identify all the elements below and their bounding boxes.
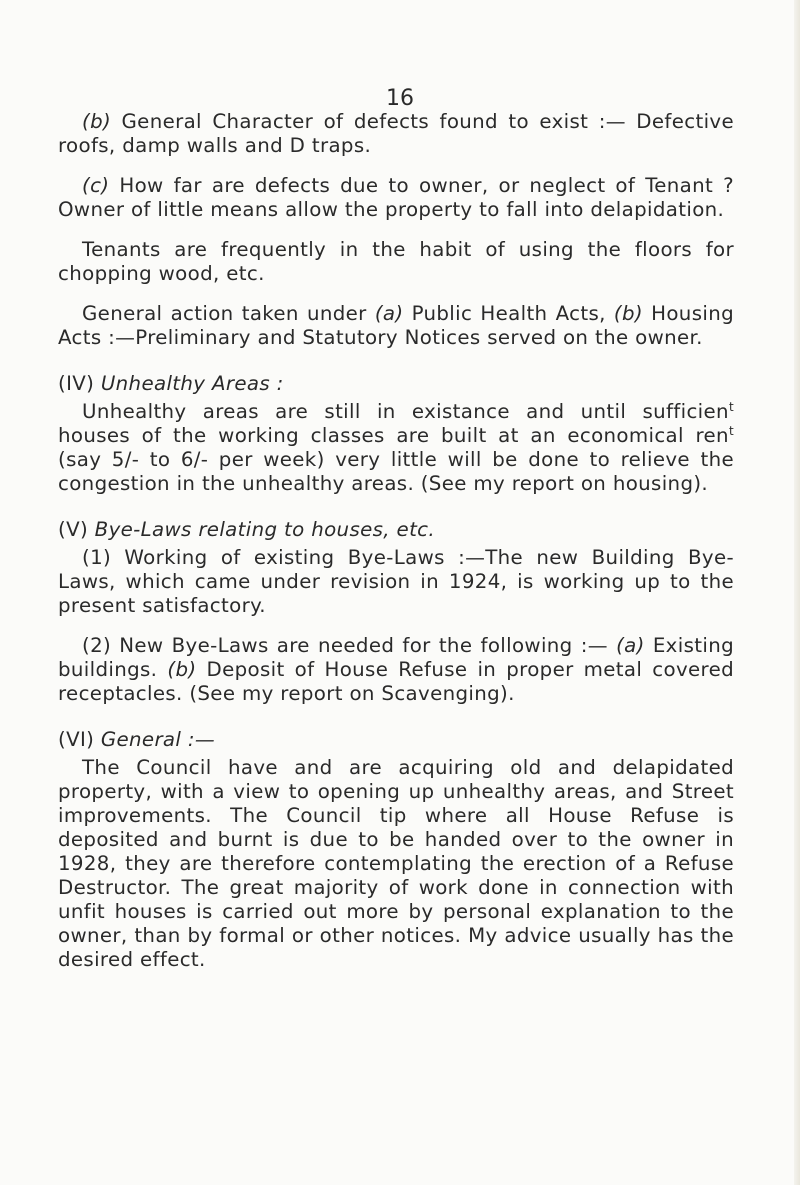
paragraph-general-action — [58, 302, 734, 350]
superscript-t-1: t — [728, 400, 734, 414]
section-title-vi: General :— — [100, 728, 216, 751]
paragraph-defects-cause — [58, 174, 734, 222]
page-number: 16 — [386, 86, 414, 111]
paragraph-general: The Council have and are acquiring old and delapidated property, with a view to opening up unhealthy areas, and Street improvements. The Council tip where all House Refuse is deposited and burnt is due to be handed over to the owner in 1928, they are therefore contemplating the erection of a Refuse Destructor. The great majority of work done in connection with unfit houses is carried out more by personal explanation to the owner, than by formal or other notices. My advice usually has the desired effect. — [58, 756, 734, 971]
section-numeral-v: (V) — [58, 518, 89, 541]
needed-mid: Existing buildings. — [58, 634, 734, 681]
item-marker-b: (b) — [82, 110, 112, 133]
defects-character-text: General Character of defects found to exist :— Defective roofs, damp walls and D traps. — [58, 110, 734, 157]
needed-tail: Deposit of House Refuse in proper metal covered receptacles. (See my report on Scavenging). — [58, 658, 735, 705]
needed-lead: (2) New Bye-Laws are needed for the following :— — [82, 634, 617, 657]
section-title-v: Bye-Laws relating to houses, etc. — [94, 518, 436, 541]
act-marker-b: (b) — [613, 302, 643, 325]
heading-unhealthy-areas — [58, 372, 734, 396]
paragraph-unhealthy-areas — [58, 400, 734, 496]
unhealthy-text-b: houses of the working classes are built at an economical ren — [58, 424, 729, 447]
paragraph-bye-laws-needed — [58, 634, 734, 706]
needed-marker-a: (a) — [616, 634, 645, 657]
needed-marker-b: (b) — [167, 658, 197, 681]
paragraph-defects-character — [58, 110, 734, 158]
paragraph-bye-laws-existing: (1) Working of existing Bye-Laws :—The new Building Bye-Laws, which came under revision in 1924, is working up to the present satisfactory. — [58, 546, 734, 617]
superscript-t-2: t — [728, 424, 734, 438]
general-action-tail: Housing Acts :—Preliminary and Statutory Notices served on the owner. — [58, 302, 734, 349]
document-body — [58, 82, 734, 972]
section-numeral-iv: (IV) — [58, 372, 95, 395]
act-marker-a: (a) — [374, 302, 404, 325]
general-action-lead: General action taken under — [82, 302, 375, 325]
general-action-mid: Public Health Acts, — [403, 302, 614, 325]
heading-general — [58, 728, 734, 752]
heading-bye-laws — [58, 518, 734, 542]
defects-cause-text: How far are defects due to owner, or neglect of Tenant ? Owner of little means allow the property to fall into delapidation. — [58, 174, 734, 221]
unhealthy-text-c: (say 5/- to 6/- per week) very little will be done to relieve the congestion in the unhealthy areas. (See my report on housing). — [58, 448, 734, 495]
item-marker-c: (c) — [82, 174, 110, 197]
section-numeral-vi: (VI) — [58, 728, 95, 751]
paragraph-tenants: Tenants are frequently in the habit of using the floors for chopping wood, etc. — [58, 238, 734, 285]
unhealthy-text-a: Unhealthy areas are still in existance and until sufficien — [82, 400, 729, 423]
page-edge-shadow — [794, 0, 800, 1185]
section-title-iv: Unhealthy Areas : — [100, 372, 284, 395]
